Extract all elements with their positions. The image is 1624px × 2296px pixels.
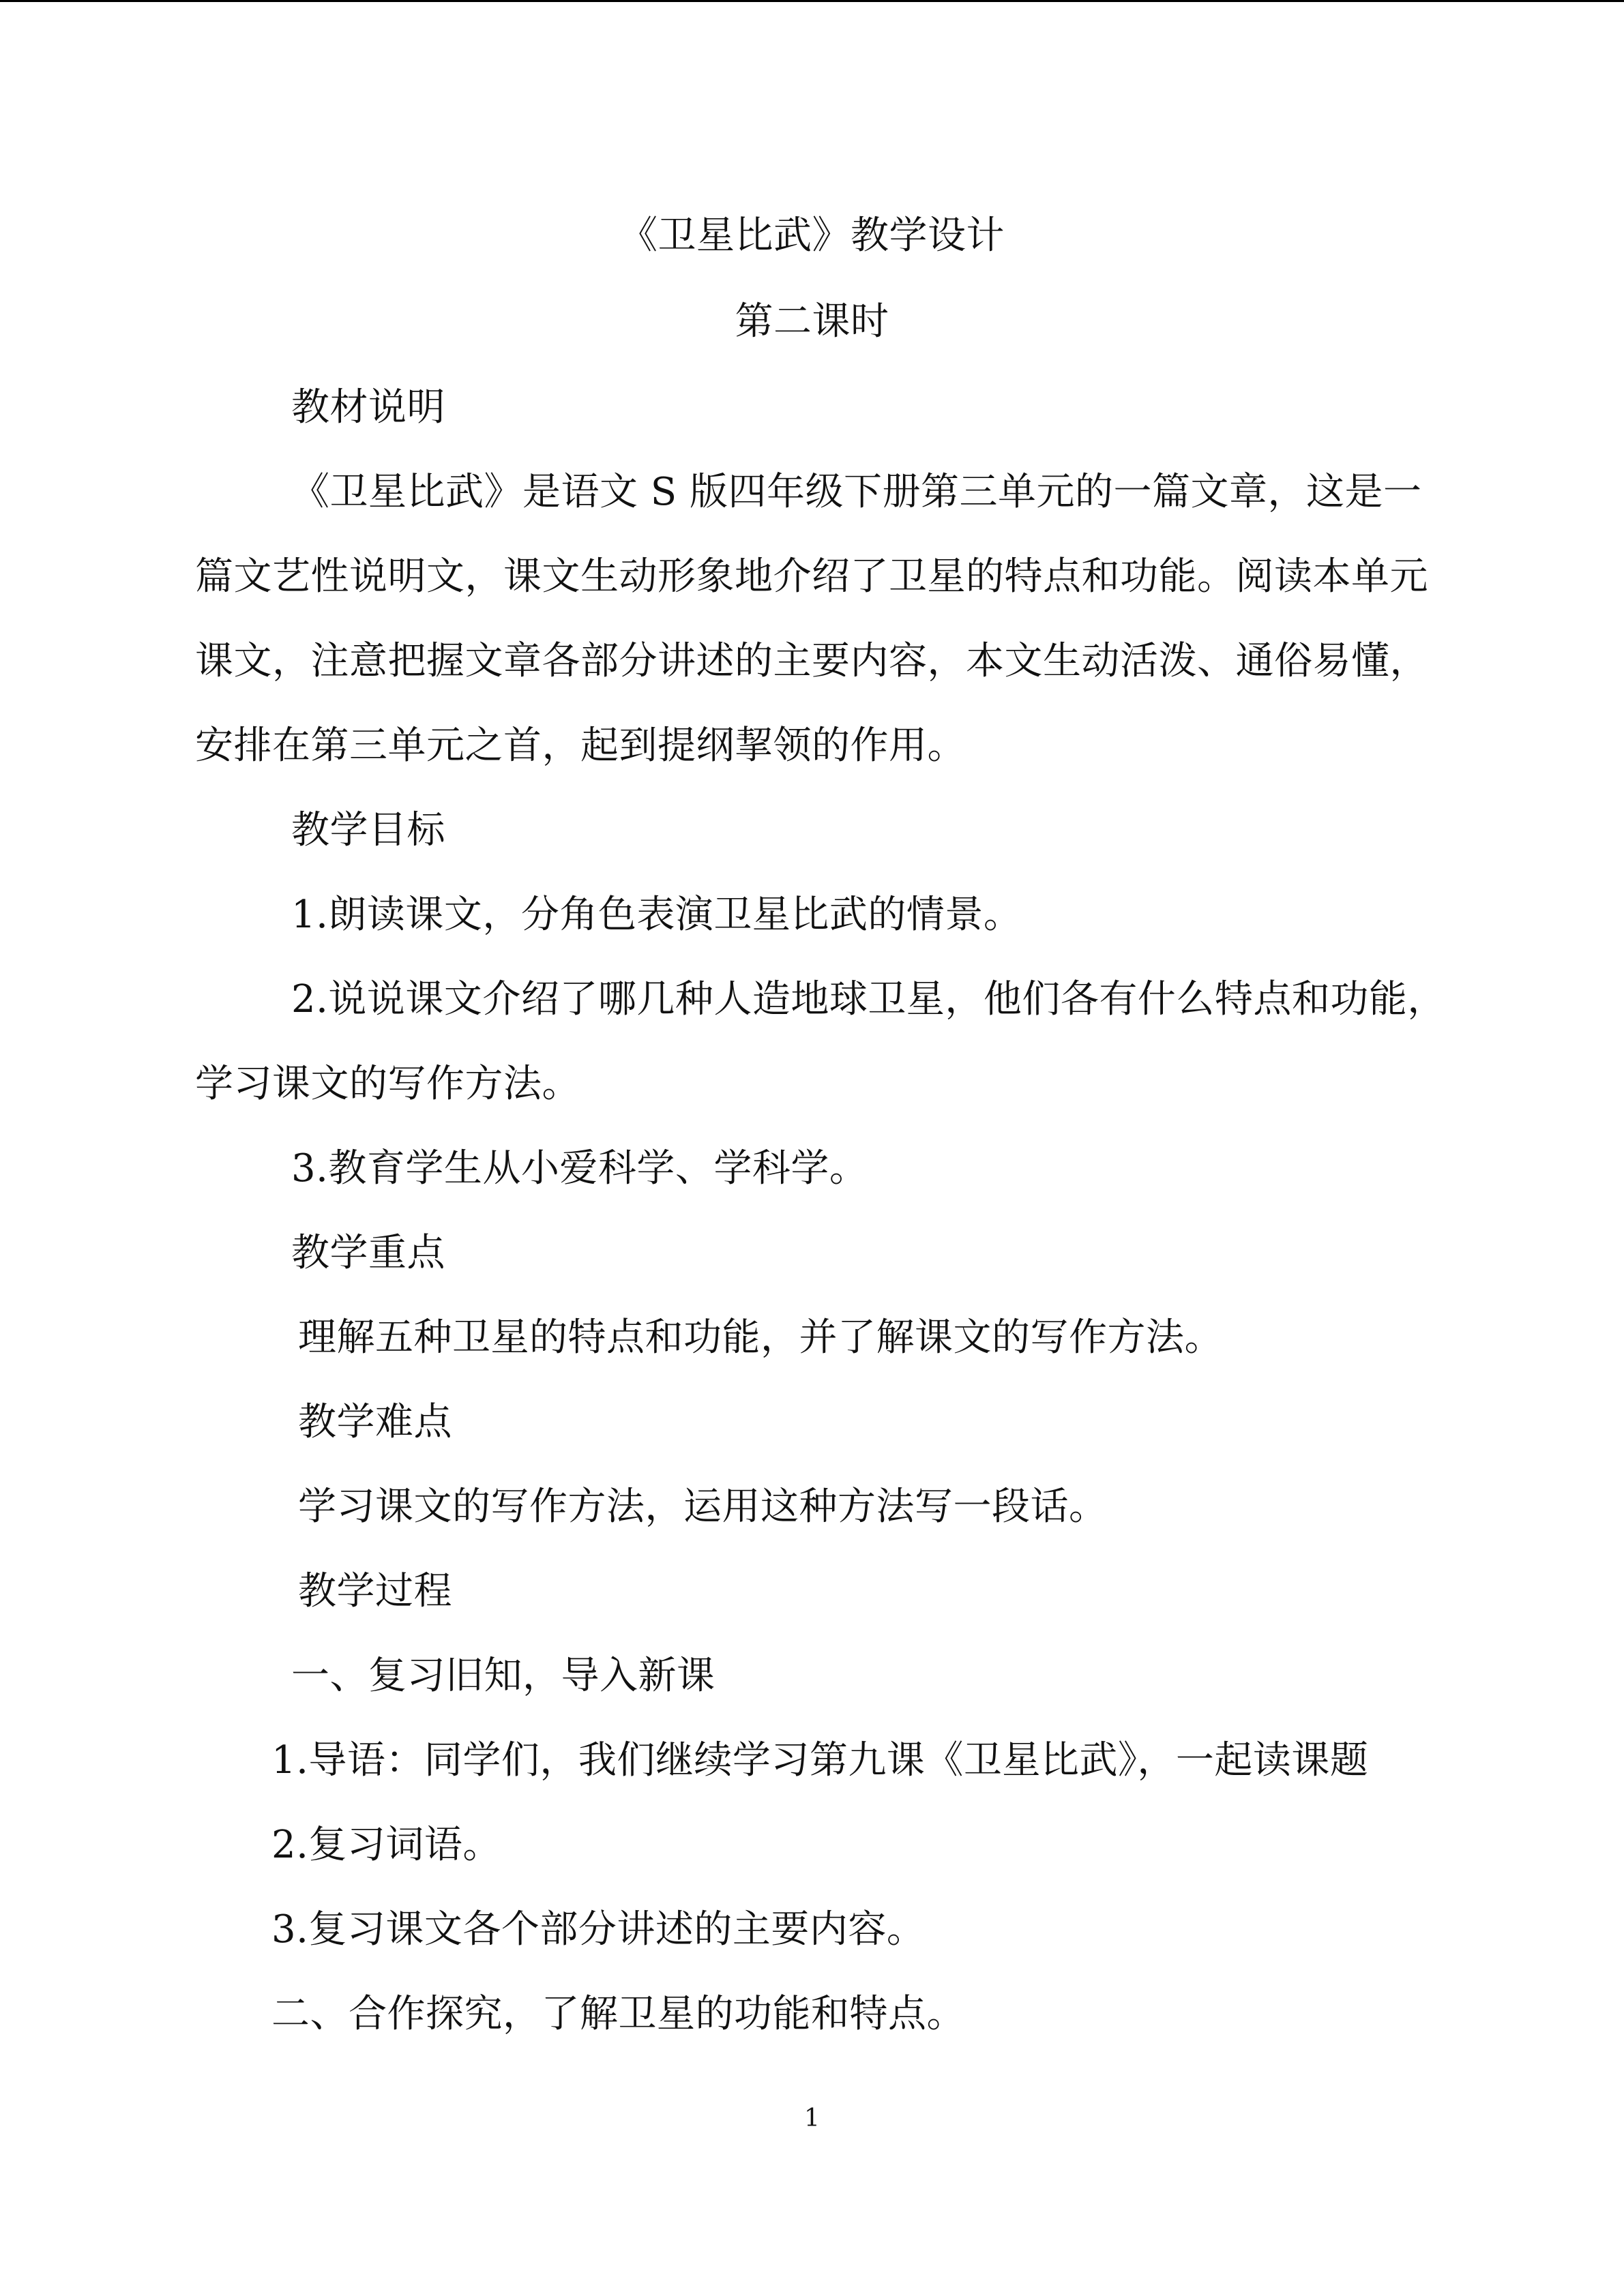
key-point-text: 理解五种卫星的特点和功能，并了解课文的写作方法。 — [298, 1315, 1223, 1360]
paragraph-line: 课文，注意把握文章各部分讲述的主要内容，本文生动活泼、通俗易懂， — [195, 639, 1428, 683]
process-step-item: 1.导语：同学们，我们继续学习第九课《卫星比武》，一起读课题 — [271, 1738, 1369, 1783]
paragraph-line: 安排在第三单元之首，起到提纲挈领的作用。 — [195, 724, 966, 768]
section-heading-objectives: 教学目标 — [291, 808, 445, 852]
difficulty-text: 学习课文的写作方法，运用这种方法写一段话。 — [298, 1485, 1108, 1529]
paragraph-line: 《卫星比武》是语文 S 版四年级下册第三单元的一篇文章，这是一 — [291, 470, 1422, 514]
section-heading-materials: 教材说明 — [291, 385, 445, 430]
objective-item: 1.朗读课文，分角色表演卫星比武的情景。 — [291, 893, 1022, 937]
section-heading-process: 教学过程 — [298, 1569, 452, 1613]
process-step-item: 2.复习词语。 — [271, 1823, 501, 1867]
section-heading-key-points: 教学重点 — [291, 1231, 445, 1275]
process-step-heading: 一、复习旧知，导入新课 — [291, 1654, 715, 1698]
document-title: 《卫星比武》教学设计 — [619, 213, 1005, 258]
document-subtitle: 第二课时 — [735, 299, 889, 344]
paragraph-line: 篇文艺性说明文，课文生动形象地介绍了卫星的特点和功能。阅读本单元 — [195, 554, 1428, 599]
objective-item: 3.教育学生从小爱科学、学科学。 — [291, 1146, 868, 1191]
process-step-item: 3.复习课文各个部分讲述的主要内容。 — [271, 1907, 926, 1952]
section-heading-difficulties: 教学难点 — [298, 1400, 452, 1444]
process-step-heading: 二、合作探究，了解卫星的功能和特点。 — [271, 1992, 965, 2036]
page-number: 1 — [804, 2104, 820, 2132]
objective-item: 2.说说课文介绍了哪几种人造地球卫星，他们各有什么特点和功能， — [291, 977, 1446, 1022]
objective-item-continuation: 学习课文的写作方法。 — [195, 1062, 580, 1106]
